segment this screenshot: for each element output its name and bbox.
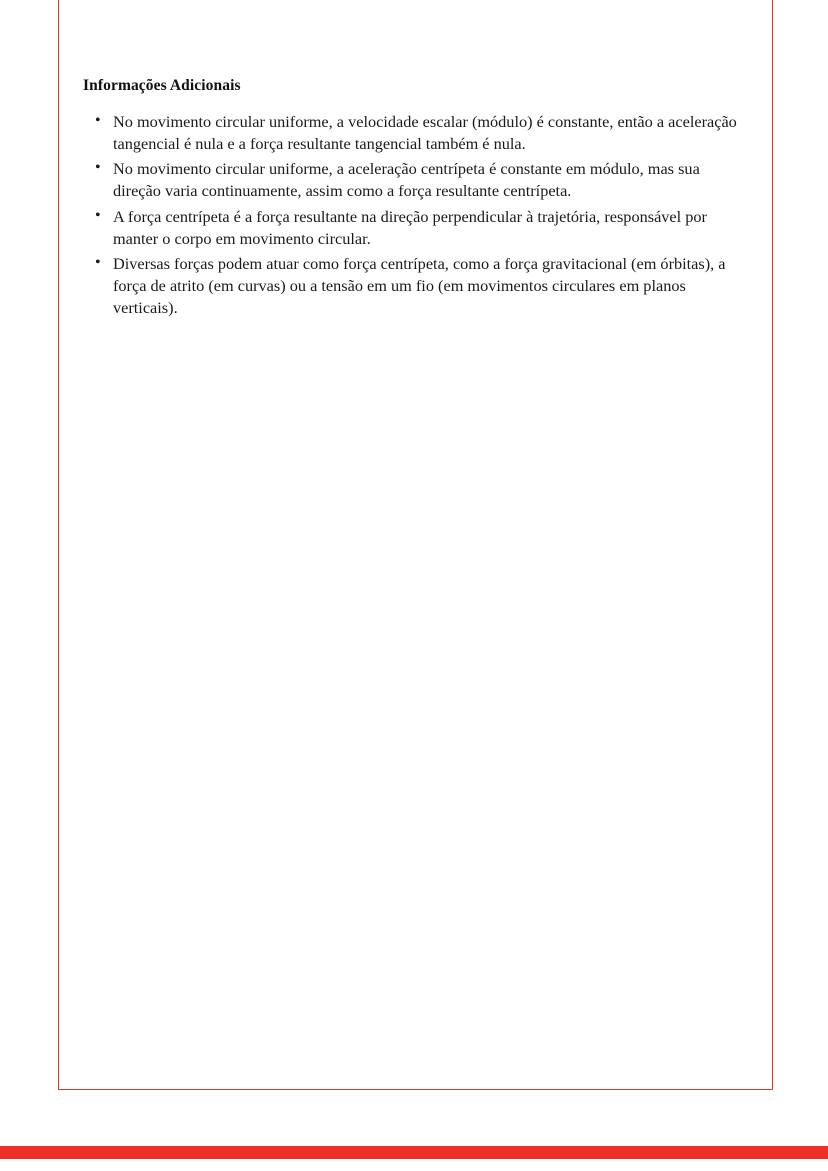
- list-item: • A força centrípeta é a força resultante na direção perpendicular à trajetória, responsável por manter o corpo em movimento circular.: [83, 206, 742, 250]
- section-title: Informações Adicionais: [83, 77, 241, 94]
- additional-information-list: [83, 111, 742, 319]
- list-item: • No movimento circular uniforme, a aceleração centrípeta é constante em módulo, mas sua direção varia continuamente, assim como a força resultante centrípeta.: [83, 158, 742, 202]
- document-content: [83, 77, 742, 322]
- list-item: • Diversas forças podem atuar como força centrípeta, como a força gravitacional (em órbitas), a força de atrito (em curvas) ou a tensão em um fio (em movimentos circulares em planos verticais).: [83, 253, 742, 319]
- document-frame: [58, 0, 773, 1090]
- footer-accent-bar: [0, 1146, 828, 1159]
- list-item: • No movimento circular uniforme, a velocidade escalar (módulo) é constante, então a aceleração tangencial é nula e a força resultante tangencial também é nula.: [83, 111, 742, 155]
